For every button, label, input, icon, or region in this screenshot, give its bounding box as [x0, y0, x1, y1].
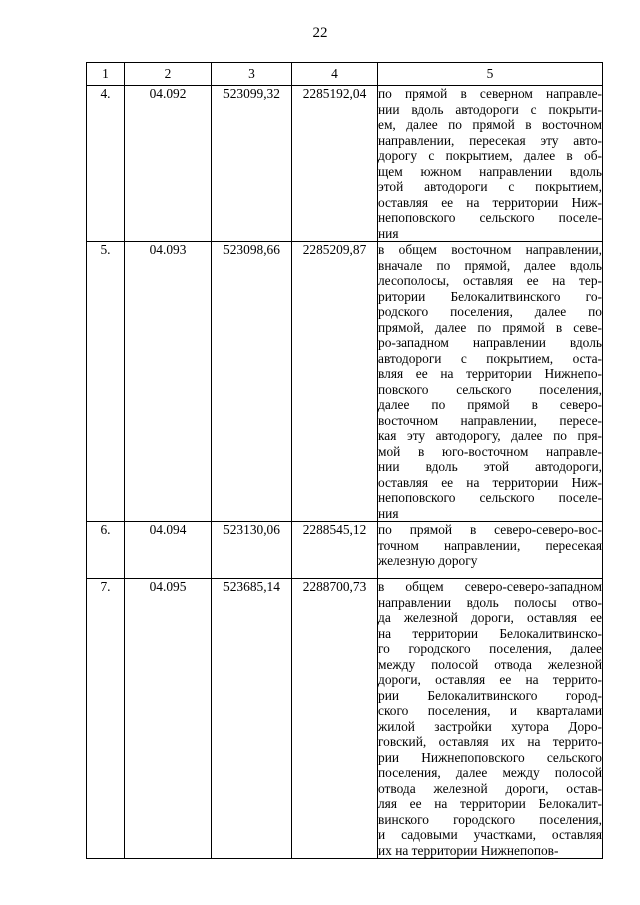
point-code: 04.094 [125, 522, 212, 579]
column-header-3: 3 [212, 63, 292, 86]
description-line: непоповского сельского поселе- [378, 490, 602, 505]
point-code: 04.093 [125, 242, 212, 522]
boundary-description [378, 86, 603, 242]
description-line: точном направлении, пересекая [378, 537, 602, 553]
table-row [87, 242, 603, 522]
boundary-description [378, 522, 603, 579]
boundary-description [378, 242, 603, 522]
description-line: по прямой в северо-северо-вос- [378, 522, 602, 537]
coordinate-x: 523098,66 [212, 242, 292, 522]
column-header-1: 1 [87, 63, 125, 86]
description-line: восточном направлении, пересе- [378, 412, 602, 428]
description-line: вначале по прямой, далее вдоль [378, 257, 602, 273]
page-number: 22 [312, 25, 328, 41]
description-line: да железной дороги, оставляя ее [378, 610, 602, 625]
description-line: рии Белокалитвинского город- [378, 687, 602, 703]
description-line: направлении, пересекая эту авто- [378, 132, 602, 148]
description-line: этой автодороги с покрытием, [378, 179, 602, 194]
description-line: ского поселения, и кварталами [378, 703, 602, 718]
row-number: 6. [87, 522, 125, 579]
column-header-5: 5 [378, 63, 603, 86]
coordinate-y: 2285209,87 [292, 242, 378, 522]
point-code: 04.092 [125, 86, 212, 242]
description-line: родского поселения, далее по [378, 304, 602, 319]
description-line: лесополосы, оставляя ее на тер- [378, 273, 602, 288]
description-line: дороги, оставляя ее на террито- [378, 672, 602, 687]
description-line: железную дорогу [378, 553, 478, 568]
description-line: прямой, далее по прямой в севе- [378, 319, 602, 335]
description-line: нии вдоль автодороги с покрыти- [378, 101, 602, 117]
description-line: по прямой в северном направле- [378, 86, 602, 101]
description-line: говский, оставляя их на террито- [378, 734, 602, 749]
description-line: го городского поселения, далее [378, 641, 602, 656]
description-line: направлении вдоль полосы отво- [378, 594, 602, 610]
description-line: между полосой отвода железной [378, 656, 602, 672]
description-line: ния [378, 225, 399, 241]
description-line: оставляя ее на территории Ниж- [378, 474, 602, 490]
description-line: ляя ее на территории Белокалит- [378, 796, 602, 811]
row-number: 7. [87, 579, 125, 859]
description-line: вляя ее на территории Нижнепо- [378, 366, 602, 381]
description-line: винского городского поселения, [378, 811, 602, 827]
description-line: мой в юго-восточном направле- [378, 443, 602, 459]
coordinate-y: 2285192,04 [292, 86, 378, 242]
table-header-row [87, 63, 603, 86]
coordinate-y: 2288545,12 [292, 522, 378, 579]
description-line: отвода железной дороги, остав- [378, 780, 602, 796]
description-line: оставляя ее на территории Ниж- [378, 194, 602, 210]
description-line: далее по прямой в северо- [378, 397, 602, 412]
coordinate-y: 2288700,73 [292, 579, 378, 859]
description-line: ро-западном направлении вдоль [378, 335, 602, 350]
description-line: кая эту автодорогу, далее по пря- [378, 428, 602, 443]
column-header-4: 4 [292, 63, 378, 86]
description-line: ния [378, 505, 399, 521]
description-line: ем, далее по прямой в восточном [378, 117, 602, 132]
description-line: их на территории Нижнепопов- [378, 842, 559, 858]
description-line: щем южном направлении вдоль [378, 163, 602, 179]
boundary-points-table [86, 62, 603, 859]
description-line: и садовыми участками, оставляя [378, 827, 602, 842]
point-code: 04.095 [125, 579, 212, 859]
description-line: в общем северо-северо-западном [378, 579, 602, 594]
table-row [87, 522, 603, 579]
description-line: поселения, далее между полосой [378, 765, 602, 780]
table-row [87, 86, 603, 242]
coordinate-x: 523685,14 [212, 579, 292, 859]
description-line: нии вдоль этой автодороги, [378, 459, 602, 474]
row-number: 4. [87, 86, 125, 242]
description-line: автодороги с покрытием, оста- [378, 350, 602, 366]
description-line: повского сельского поселения, [378, 381, 602, 397]
description-line: в общем восточном направлении, [378, 242, 602, 257]
description-line: ритории Белокалитвинского го- [378, 288, 602, 304]
description-line: на территории Белокалитвинско- [378, 625, 602, 641]
coordinate-x: 523130,06 [212, 522, 292, 579]
description-line: дорогу с покрытием, далее в об- [378, 148, 602, 163]
description-line: непоповского сельского поселе- [378, 210, 602, 225]
column-header-2: 2 [125, 63, 212, 86]
description-line: рии Нижнепоповского сельского [378, 749, 602, 765]
coordinate-x: 523099,32 [212, 86, 292, 242]
table-row [87, 579, 603, 859]
boundary-description [378, 579, 603, 859]
row-number: 5. [87, 242, 125, 522]
description-line: жилой застройки хутора Доро- [378, 718, 602, 734]
